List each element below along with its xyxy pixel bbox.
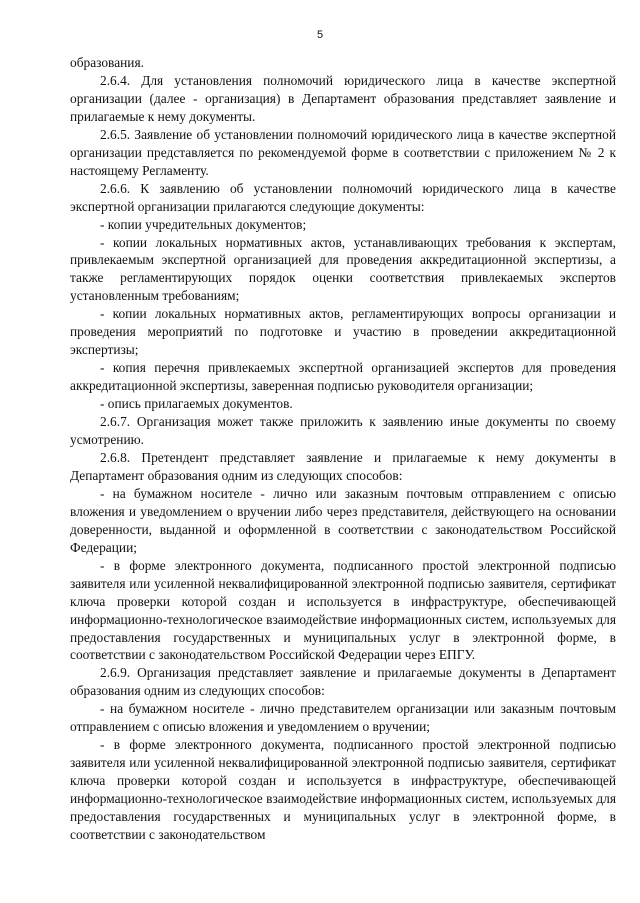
list-item: - копии локальных нормативных актов, регламентирующих вопросы организации и проведения мероприятий по подготовке и участию в проведении аккредитационной экспертизы; bbox=[70, 306, 616, 358]
list-item: - на бумажном носителе - лично представителем организации или заказным почтовым отправлением с описью вложения и уведомлением о вручении; bbox=[70, 701, 616, 735]
paragraph: 2.6.7. Организация может также приложить к заявлению иные документы по своему усмотрению. bbox=[70, 414, 616, 448]
paragraph: образования. bbox=[70, 55, 144, 70]
list-item: - в форме электронного документа, подписанного простой электронной подписью заявителя или усиленной неквалифицированной электронной подписью заявителя, сертификат ключа проверки которой создан и используется в инфраструктуре, обеспечивающей информационно-технологическое взаимодействие информационных систем, используемых для предоставления государственных и муниципальных услуг в электронной форме, в соответствии с законодательством Российской Федерации через ЕПГУ. bbox=[70, 557, 616, 663]
paragraph: 2.6.9. Организация представляет заявление и прилагаемые документы в Департамент образования одним из следующих способов: bbox=[70, 665, 616, 699]
paragraph: 2.6.5. Заявление об установлении полномочий юридического лица в качестве экспертной организации представляется по рекомендуемой форме в соответствии с приложением № 2 к настоящему Регламенту. bbox=[70, 126, 616, 178]
paragraph: 2.6.8. Претендент представляет заявление и прилагаемые к нему документы в Департамент образования одним из следующих способов: bbox=[70, 449, 616, 483]
list-item: - копии учредительных документов; bbox=[100, 216, 307, 232]
paragraph: 2.6.6. К заявлению об установлении полномочий юридического лица в качестве экспертной организации прилагаются следующие документы: bbox=[70, 180, 616, 214]
list-item: - опись прилагаемых документов. bbox=[100, 396, 293, 412]
list-item: - на бумажном носителе - лично или заказным почтовым отправлением с описью вложения и уведомлением о вручении либо через представителя, действующего на основании доверенности, выданной и оформленной в соответствии с законодательством Российской Федерации; bbox=[70, 485, 616, 555]
list-item: - копии локальных нормативных актов, устанавливающих требования к экспертам, привлекаемым экспертной организацией для проведения аккредитационной экспертизы, а также регламентирующих порядок оценки соответствия привлекаемых экспертов установленным требованиям; bbox=[70, 234, 616, 304]
list-item: - копия перечня привлекаемых экспертной организацией экспертов для проведения аккредитационной экспертизы, заверенная подписью руководителя организации; bbox=[70, 360, 616, 394]
paragraph: 2.6.4. Для установления полномочий юридического лица в качестве экспертной организации (далее - организация) в Департамент образования представляет заявление и прилагаемые к нему документы. bbox=[70, 72, 616, 124]
page-number: 5 bbox=[316, 29, 324, 41]
list-item: - в форме электронного документа, подписанного простой электронной подписью заявителя или усиленной неквалифицированной электронной подписью заявителя, сертификат ключа проверки которой создан и используется в инфраструктуре, обеспечивающей информационно-технологическое взаимодействие информационных систем, используемых для предоставления государственных и муниципальных услуг в электронной форме, в соответствии с законодательством bbox=[70, 737, 616, 842]
document-body bbox=[70, 54, 616, 844]
